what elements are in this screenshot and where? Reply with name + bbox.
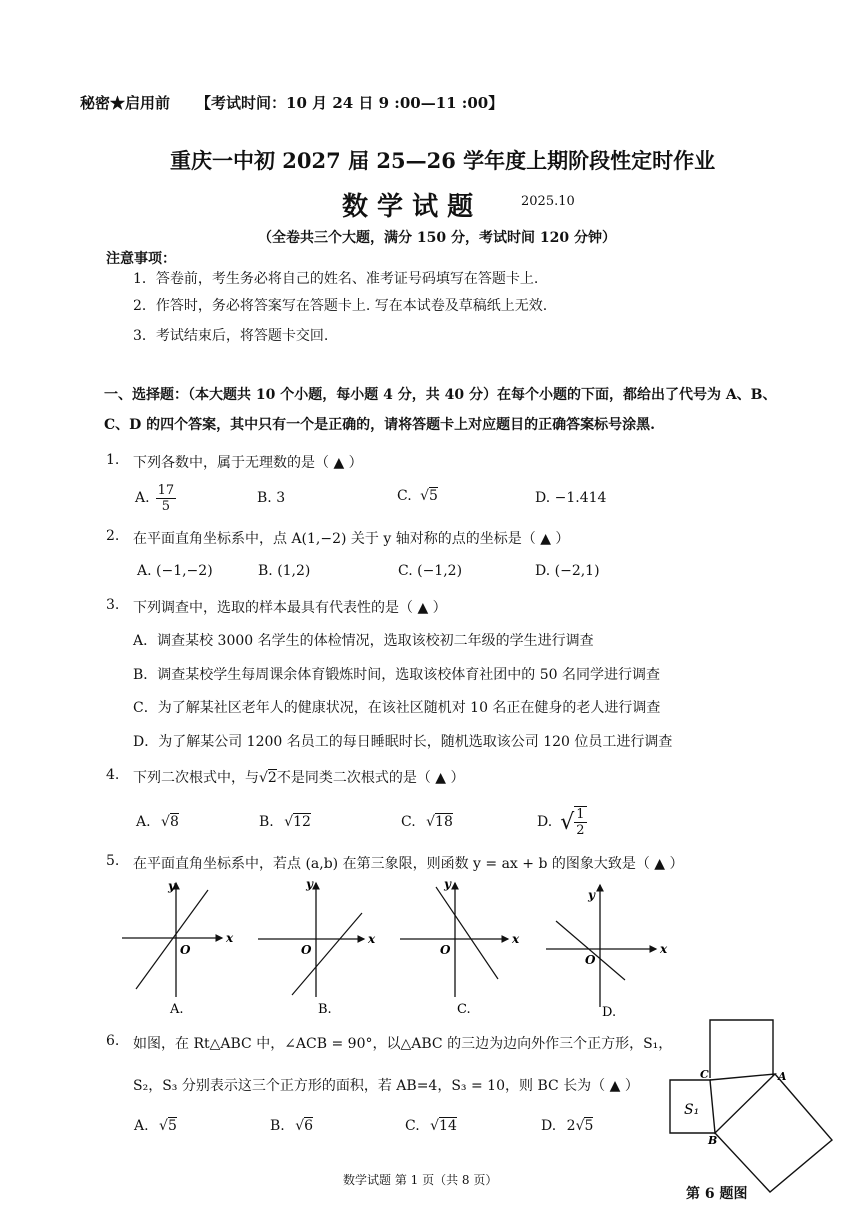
radicand: 5: [167, 1118, 177, 1134]
radicand: 5: [429, 488, 438, 504]
q6-option-b: [270, 1118, 313, 1134]
fraction: [156, 483, 177, 514]
question-stem: 下列各数中，属于无理数的是（ ▲ ）: [133, 455, 363, 471]
option-label: A.: [135, 490, 150, 506]
denominator: 2: [576, 823, 585, 838]
graph-a: [122, 879, 234, 1017]
numerator: 1: [576, 807, 585, 822]
q5-graphs: [110, 875, 670, 1020]
x-label: x: [368, 932, 376, 946]
origin-label: O: [180, 943, 191, 957]
radical-sign: √: [295, 1118, 305, 1134]
vertex-a-label: A: [778, 1070, 787, 1083]
q6-option-a: [134, 1118, 177, 1134]
question-stem-cont: S₂，S₃ 分别表示这三个正方形的面积，若 AB=4，S₃ = 10，则 BC 长为（ ▲ ）: [133, 1078, 639, 1094]
function-line: [436, 887, 498, 979]
q1-option-d: D. −1.414: [535, 490, 607, 506]
question-number: 2.: [106, 528, 120, 544]
question-number: 5.: [106, 853, 120, 869]
graph-b: [258, 877, 376, 1017]
option-label: A.: [134, 1118, 149, 1134]
stem-text: 不是同类二次根式的是（ ▲ ）: [276, 770, 465, 786]
section-heading: 一、选择题：（本大题共 10 个小题，每小题 4 分，共 40 分）在每个小题的下面，都给出了代号为 A、B、: [104, 387, 777, 403]
radical-sign: √: [284, 814, 294, 830]
graph-label: D.: [602, 1005, 617, 1020]
radicand: 6: [304, 1118, 314, 1134]
question-number: 3.: [106, 597, 120, 613]
figure-caption: 第 6 题图: [686, 1186, 748, 1202]
subject-title: 数 学 试 题: [342, 192, 474, 222]
q6-figure: [660, 1010, 850, 1200]
question-stem: 下列调查中，选取的样本最具有代表性的是（ ▲ ）: [133, 600, 447, 616]
radical-sign: √: [161, 814, 170, 830]
radical-sign: √: [575, 1118, 585, 1134]
y-label: y: [588, 888, 595, 902]
q3-option-d: D．为了解某公司 1200 名员工的每日睡眠时长，随机选取该公司 120 位员工进行调查: [133, 734, 673, 750]
vertex-b-label: B: [708, 1134, 718, 1147]
q2-option-c: C. (−1,2): [398, 563, 463, 579]
q1-option-a: [135, 480, 176, 516]
q1-option-c: [397, 488, 438, 504]
origin-label: O: [301, 943, 312, 957]
q4-option-b: [259, 814, 311, 830]
q2-option-a: A. (−1,−2): [137, 563, 213, 579]
option-label: C.: [405, 1118, 420, 1134]
radicand: 14: [439, 1118, 457, 1134]
origin-label: O: [440, 943, 451, 957]
q3-option-b: B．调查某校学生每周课余体育锻炼时间，选取该校体育社团中的 50 名同学进行调查: [133, 667, 661, 683]
y-label: y: [306, 877, 313, 891]
secret-label: 秘密★启用前: [80, 94, 171, 112]
y-label: y: [168, 879, 175, 893]
q3-option-c: C．为了解某社区老年人的健康状况，在该社区随机对 10 名正在健身的老人进行调查: [133, 700, 661, 716]
graph-label: A.: [170, 1002, 184, 1017]
radicand: 12: [293, 814, 311, 830]
section-heading-cont: C、D 的四个答案，其中只有一个是正确的，请将答题卡上对应题目的正确答案标号涂黑.: [104, 417, 656, 433]
q3-option-a: A．调查某校 3000 名学生的体检情况，选取该校初二年级的学生进行调查: [133, 633, 594, 649]
radicand: 18: [435, 814, 453, 830]
q4-option-a: [136, 814, 179, 830]
square-s2: [715, 1074, 832, 1192]
exam-date: 2025.10: [521, 194, 575, 209]
option-label: A.: [136, 814, 151, 830]
graph-label: C.: [457, 1002, 471, 1017]
origin-label: O: [585, 953, 596, 967]
x-label: x: [512, 932, 520, 946]
q6-option-c: [405, 1118, 457, 1134]
q6-option-d: [541, 1118, 593, 1134]
radicand: 8: [169, 814, 179, 830]
radical-sign: √: [420, 488, 430, 504]
vertex-c-label: C: [700, 1068, 709, 1081]
note-item: 2．作答时，务必将答案写在答题卡上. 写在本试卷及草稿纸上无效.: [133, 298, 548, 314]
option-label: B.: [259, 814, 274, 830]
option-label: D.: [537, 814, 553, 830]
denominator: 5: [161, 498, 170, 514]
q1-option-b: B. 3: [257, 490, 286, 506]
radical-sign: √: [159, 1118, 168, 1134]
exam-time: 【考试时间：10 月 24 日 9 :00—11 :00】: [196, 94, 504, 112]
question-stem: 如图，在 Rt△ABC 中，∠ACB = 90°，以△ABC 的三边为边向外作三个正方形，S₁，: [133, 1036, 673, 1052]
radicand: 2: [267, 770, 277, 786]
area-s1-label: S₁: [684, 1102, 700, 1118]
question-number: 4.: [106, 767, 120, 783]
radical-sign: √: [259, 770, 268, 786]
q2-option-d: D. (−2,1): [535, 563, 600, 579]
question-stem: 在平面直角坐标系中，点 A(1,−2) 关于 y 轴对称的点的坐标是（ ▲ ）: [133, 531, 570, 547]
note-item: 1．答卷前，考生务必将自己的姓名、准考证号码填写在答题卡上.: [133, 271, 539, 287]
note-item: 3．考试结束后，将答题卡交回.: [133, 328, 329, 344]
school-title: 重庆一中初 2027 届 25—26 学年度上期阶段性定时作业: [170, 148, 716, 173]
numerator: 17: [157, 482, 175, 498]
question-number: 6.: [106, 1033, 120, 1049]
square-s3: [710, 1020, 773, 1078]
function-line: [556, 921, 625, 980]
stem-text: 下列二次根式中，与: [133, 770, 259, 786]
graph-c: [400, 877, 520, 1017]
radicand: 5: [584, 1118, 594, 1134]
question-stem: 在平面直角坐标系中，若点 (a,b) 在第三象限，则函数 y = ax + b 的图象大致是（ ▲ ）: [133, 856, 684, 872]
coefficient: 2: [566, 1118, 576, 1134]
question-number: 1.: [106, 452, 120, 468]
option-label: D.: [541, 1118, 557, 1134]
triangle-abc: [710, 1074, 775, 1133]
graph-d: [546, 885, 668, 1020]
x-label: x: [660, 942, 668, 956]
option-label: B.: [270, 1118, 285, 1134]
q4-option-c: [401, 814, 453, 830]
option-label: C.: [401, 814, 416, 830]
notes-heading: 注意事项：: [106, 251, 176, 267]
function-line: [136, 890, 208, 989]
radical-sign: √: [430, 1118, 440, 1134]
q4-option-d: [537, 802, 587, 842]
exam-info: （全卷共三个大题，满分 150 分，考试时间 120 分钟）: [258, 230, 616, 246]
option-label: C.: [397, 488, 412, 504]
q2-option-b: B. (1,2): [258, 563, 311, 579]
y-label: y: [444, 877, 451, 891]
x-label: x: [226, 931, 234, 945]
fraction: [574, 806, 586, 838]
question-stem: [133, 767, 465, 787]
page-footer: 数学试题 第 1 页（共 8 页）: [343, 1173, 498, 1187]
graph-label: B.: [318, 1002, 332, 1017]
radical-sign: √: [560, 809, 575, 835]
radical-sign: √: [426, 814, 436, 830]
